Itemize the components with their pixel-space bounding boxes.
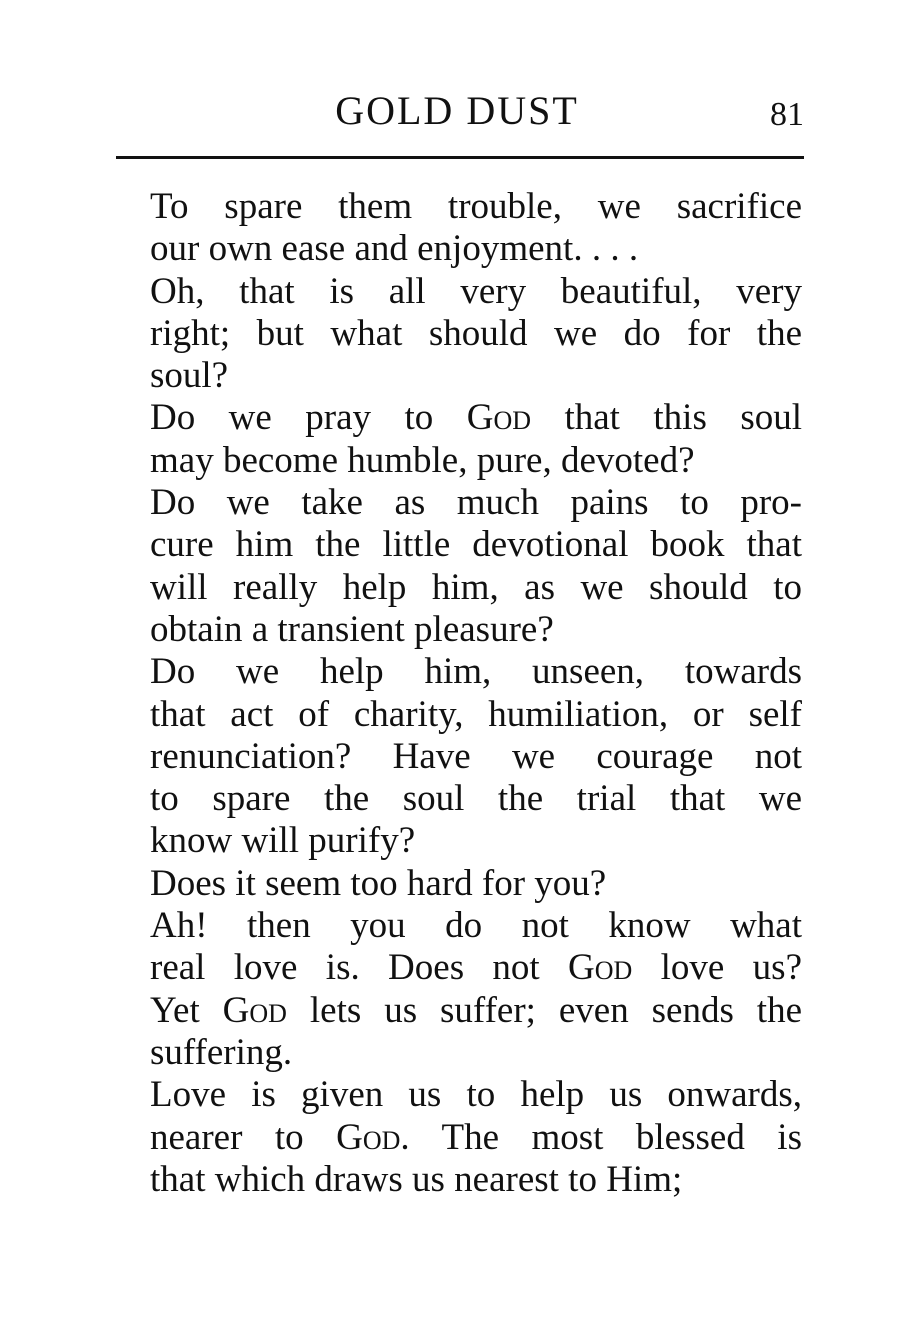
- text-line: [108, 482, 802, 524]
- paragraph: [108, 482, 802, 651]
- text-run: real love is. Does not: [150, 947, 569, 989]
- text-line: [108, 1032, 802, 1074]
- text-run: . The most blessed is: [400, 1116, 802, 1158]
- text-run: Do we help him, unseen, towards: [150, 651, 802, 693]
- small-caps-word: God: [336, 1116, 401, 1158]
- text-run: that this soul: [531, 397, 802, 439]
- text-run: may become humble, pure, devoted?: [150, 439, 695, 481]
- text-line: [108, 905, 802, 947]
- text-line: [108, 990, 802, 1032]
- paragraph: [108, 905, 802, 1074]
- paragraph: [108, 397, 802, 482]
- text-run: will really help him, as we should to: [150, 566, 802, 608]
- running-title: GOLD DUST: [335, 88, 579, 133]
- text-run: lets us suffer; even sends the: [286, 989, 802, 1031]
- text-run: Do we take as much pains to pro-: [150, 482, 802, 524]
- text-run: obtain a transient pleasure?: [150, 608, 554, 650]
- small-caps-word: God: [466, 397, 531, 439]
- text-line: [108, 651, 802, 693]
- text-run: suffering.: [150, 1031, 293, 1073]
- text-line: [108, 863, 802, 905]
- text-line: [108, 524, 802, 566]
- text-line: [108, 778, 802, 820]
- text-run: that which draws us nearest to Him;: [150, 1158, 683, 1200]
- text-run: our own ease and enjoyment. . . .: [150, 228, 639, 270]
- text-run: Ah! then you do not know what: [150, 905, 802, 947]
- text-run: Oh, that is all very beautiful, very: [150, 270, 802, 312]
- paragraph: [108, 271, 802, 398]
- text-run: nearer to: [150, 1116, 337, 1158]
- paragraph: [108, 863, 802, 905]
- text-run: right; but what should we do for the: [150, 312, 802, 354]
- text-run: love us?: [632, 947, 802, 989]
- text-line: [108, 1159, 802, 1201]
- text-run: soul?: [150, 355, 229, 397]
- text-run: cure him the little devotional book that: [150, 524, 802, 566]
- text-line: [108, 355, 802, 397]
- text-line: [108, 1117, 802, 1159]
- text-run: know will purify?: [150, 820, 416, 862]
- text-line: [108, 397, 802, 439]
- small-caps-word: God: [222, 989, 287, 1031]
- text-line: [108, 228, 802, 270]
- body-text: [108, 186, 802, 1201]
- header-rule: [116, 156, 804, 159]
- text-run: Does it seem too hard for you?: [150, 862, 607, 904]
- paragraph: [108, 186, 802, 271]
- text-line: [108, 736, 802, 778]
- text-line: [108, 609, 802, 651]
- text-line: [108, 1074, 802, 1116]
- text-run: Love is given us to help us onwards,: [150, 1074, 802, 1116]
- text-line: [108, 567, 802, 609]
- paragraph: [108, 651, 802, 862]
- text-run: that act of charity, humiliation, or self: [150, 693, 802, 735]
- text-run: To spare them trouble, we sacrifice: [150, 186, 802, 227]
- text-run: Yet: [150, 989, 223, 1031]
- text-line: [108, 186, 802, 228]
- text-run: Do we pray to: [150, 397, 467, 439]
- text-line: [108, 947, 802, 989]
- text-line: [108, 313, 802, 355]
- text-line: [108, 820, 802, 862]
- small-caps-word: God: [568, 947, 633, 989]
- page-header: [108, 86, 806, 136]
- text-run: to spare the soul the trial that we: [150, 778, 802, 820]
- text-line: [108, 440, 802, 482]
- text-run: renunciation? Have we courage not: [150, 735, 802, 777]
- text-line: [108, 271, 802, 313]
- text-line: [108, 694, 802, 736]
- paragraph: [108, 1074, 802, 1201]
- page-number: 81: [770, 96, 804, 133]
